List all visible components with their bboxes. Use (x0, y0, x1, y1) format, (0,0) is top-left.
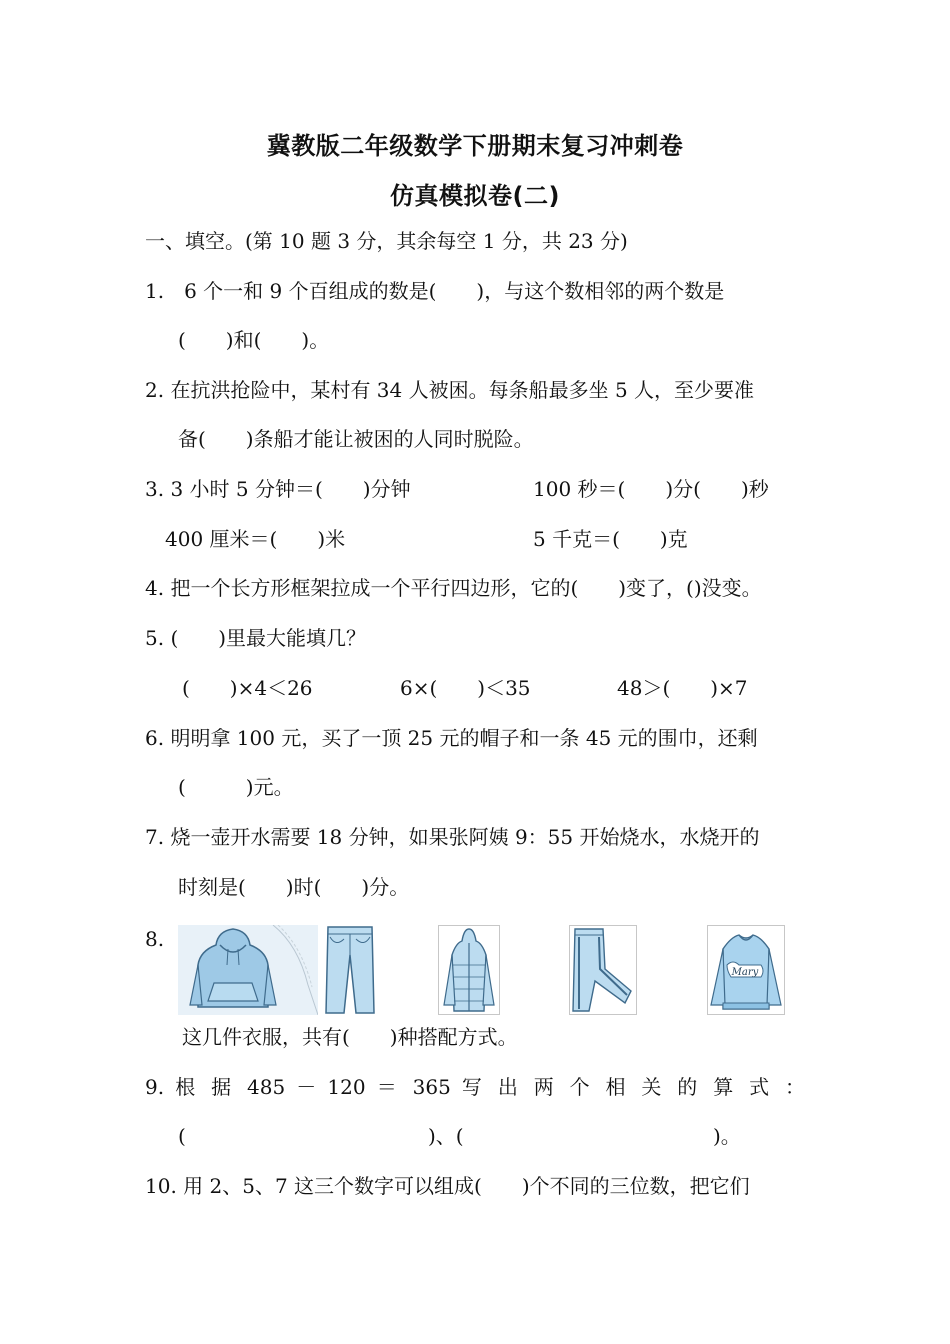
puffer-jacket-icon (438, 925, 500, 1015)
question-5-line-1: 5. ( )里最大能填几？ (145, 626, 367, 650)
question-1-line-2: ( )和( )。 (178, 328, 330, 352)
question-9-line-1: 9. 根 据 485 － 120 ＝ 365 写 出 两 个 相 关 的 算 式 ： (145, 1075, 805, 1099)
jeans-icon (322, 925, 378, 1015)
hoodie-icon (178, 925, 318, 1015)
question-7-line-2: 时刻是( )时( )分。 (178, 875, 410, 899)
question-9-paren-middle: )、( (428, 1124, 464, 1148)
track-pants-icon (569, 925, 637, 1015)
page-subtitle: 仿真模拟卷(二) (390, 182, 560, 210)
question-10-line-1: 10. 用 2、5、7 这三个数字可以组成( )个不同的三位数，把它们 (145, 1174, 750, 1198)
section-heading: 一、填空。(第 10 题 3 分，其余每空 1 分，共 23 分) (145, 229, 628, 253)
question-3-item-a: 3. 3 小时 5 分钟＝( )分钟 (145, 477, 411, 501)
question-3-item-c: 400 厘米＝( )米 (165, 527, 346, 551)
question-6-line-1: 6. 明明拿 100 元，买了一顶 25 元的帽子和一条 45 元的围巾，还剩 (145, 726, 758, 750)
question-6-line-2: ( )元。 (178, 775, 294, 799)
question-8-number: 8. (145, 927, 165, 951)
page-title: 冀教版二年级数学下册期末复习冲刺卷 (266, 132, 684, 160)
question-5-item-c: 48＞( )×7 (617, 676, 748, 700)
question-3-item-b: 100 秒＝( )分( )秒 (533, 477, 769, 501)
question-9-paren-close: )。 (713, 1124, 741, 1148)
sweater-text: Mary (731, 967, 759, 978)
question-4-line-1: 4. 把一个长方形框架拉成一个平行四边形，它的( )变了，()没变。 (145, 576, 762, 600)
question-1-line-1: 1. 6 个一和 9 个百组成的数是( )，与这个数相邻的两个数是 (145, 279, 725, 303)
question-5-item-b: 6×( )＜35 (400, 676, 531, 700)
question-9-paren-open: ( (178, 1124, 186, 1148)
question-2-line-1: 2. 在抗洪抢险中，某村有 34 人被困。每条船最多坐 5 人，至少要准 (145, 378, 755, 402)
question-7-line-1: 7. 烧一壶开水需要 18 分钟，如果张阿姨 9：55 开始烧水，水烧开的 (145, 825, 760, 849)
question-2-line-2: 备( )条船才能让被困的人同时脱险。 (178, 427, 534, 451)
question-3-item-d: 5 千克＝( )克 (533, 527, 688, 551)
sweater-icon (707, 925, 785, 1015)
question-5-item-a: ( )×4＜26 (182, 676, 313, 700)
question-8-line-2: 这几件衣服，共有( )种搭配方式。 (182, 1025, 518, 1049)
